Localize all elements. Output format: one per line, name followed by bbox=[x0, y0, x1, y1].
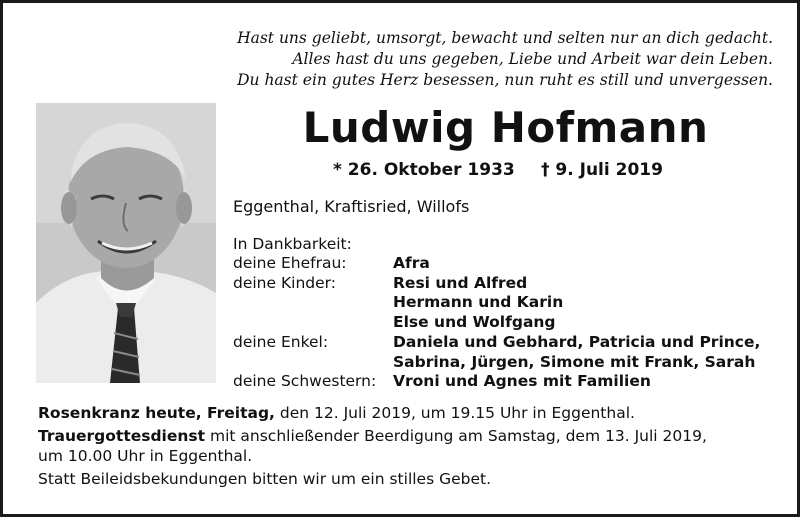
poem-line: Du hast ein gutes Herz besessen, nun ruht es still und unvergessen. bbox=[237, 71, 773, 89]
relative-name: Daniela und Gebhard, Patricia und Prince, bbox=[393, 332, 761, 351]
relative-name: Vroni und Agnes mit Familien bbox=[393, 372, 651, 391]
relative-names bbox=[393, 254, 430, 274]
relative-row bbox=[233, 274, 783, 333]
mourners-list bbox=[233, 234, 783, 392]
relative-name: Resi und Alfred bbox=[393, 273, 528, 292]
deceased-name: Ludwig Hofmann bbox=[302, 103, 709, 152]
relative-row bbox=[233, 372, 783, 392]
relative-name: Sabrina, Jürgen, Simone mit Frank, Sarah bbox=[393, 352, 756, 371]
relative-names bbox=[393, 333, 760, 372]
poem-line: Alles hast du uns gegeben, Liebe und Arbeit war dein Leben. bbox=[292, 50, 773, 68]
funeral-heading: Trauergottesdienst bbox=[38, 427, 206, 445]
relative-names bbox=[393, 372, 651, 392]
funeral-time: um 10.00 Uhr in Eggenthal. bbox=[38, 447, 253, 465]
rosary-details: den 12. Juli 2019, um 19.15 Uhr in Eggenthal. bbox=[274, 404, 635, 422]
funeral-notice bbox=[38, 426, 778, 466]
poem-line: Hast uns geliebt, umsorgt, bewacht und selten nur an dich gedacht. bbox=[237, 29, 773, 47]
relative-label: deine Enkel: bbox=[233, 332, 329, 351]
relative-label: deine Schwestern: bbox=[233, 372, 377, 391]
gratitude-intro: In Dankbarkeit: bbox=[233, 235, 352, 253]
closing-request: Statt Beileidsbekundungen bitten wir um ein stilles Gebet. bbox=[38, 470, 492, 488]
rosary-heading: Rosenkranz heute, Freitag, bbox=[38, 404, 275, 422]
hometowns: Eggenthal, Kraftisried, Willofs bbox=[233, 197, 470, 216]
service-notices bbox=[38, 403, 778, 492]
relative-names bbox=[393, 274, 563, 333]
relative-name: Afra bbox=[393, 254, 430, 272]
portrait-photo-icon bbox=[36, 103, 216, 383]
relative-row bbox=[233, 254, 783, 274]
relative-name: Hermann und Karin bbox=[393, 293, 564, 312]
funeral-details: mit anschließender Beerdigung am Samstag, dem 13. Juli 2019, bbox=[205, 427, 707, 445]
memorial-poem bbox=[193, 28, 773, 91]
relative-row bbox=[233, 333, 783, 372]
relative-label: deine Kinder: bbox=[233, 273, 336, 292]
relative-label: deine Ehefrau: bbox=[233, 254, 347, 272]
relative-name: Else und Wolfgang bbox=[393, 313, 556, 332]
birth-date: * 26. Oktober 1933 bbox=[333, 160, 515, 180]
rosary-notice bbox=[38, 403, 778, 423]
death-date: † 9. Juli 2019 bbox=[541, 160, 663, 180]
